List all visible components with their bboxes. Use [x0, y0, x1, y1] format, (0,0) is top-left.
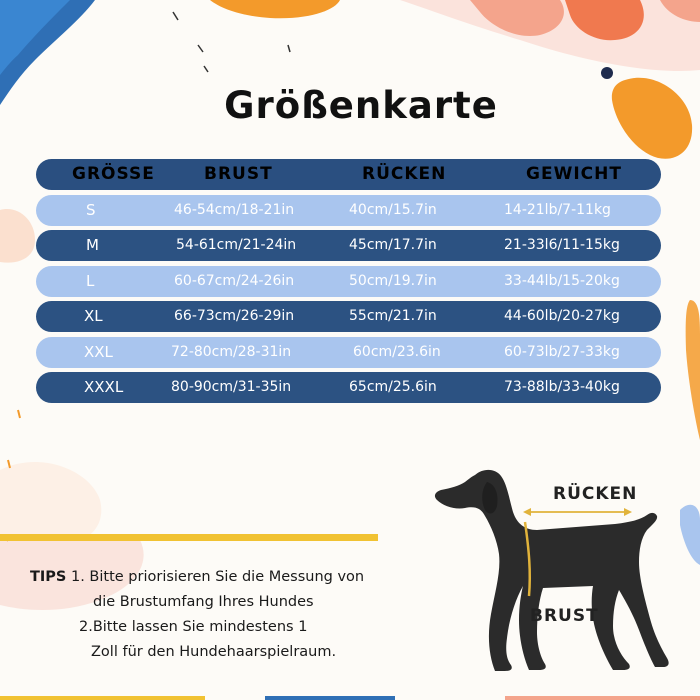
chest-label: BRUST — [530, 606, 599, 626]
weight-cell: 60-73lb/27-33kg — [504, 343, 620, 360]
back-cell: 65cm/25.6in — [349, 379, 437, 395]
table-row — [36, 337, 661, 368]
chest-cell: 80-90cm/31-35in — [171, 379, 292, 395]
back-label: RÜCKEN — [553, 484, 638, 504]
size-cell: XXL — [84, 342, 113, 361]
size-cell: M — [86, 236, 99, 254]
size-chart-table — [36, 159, 661, 408]
table-row — [36, 372, 661, 403]
chest-cell: 72-80cm/28-31in — [171, 343, 292, 360]
weight-cell: 14-21lb/7-11kg — [504, 201, 611, 218]
tips-line-1 — [30, 565, 364, 590]
size-cell: L — [86, 271, 95, 290]
weight-cell: 44-60lb/20-27kg — [504, 308, 620, 324]
weight-cell: 73-88lb/33-40kg — [504, 379, 620, 395]
tips-line-4: Zoll für den Hundehaarspielraum. — [91, 644, 337, 660]
divider-line — [0, 534, 378, 541]
tips-line-3: 2.Bitte lassen Sie mindestens 1 — [79, 619, 308, 635]
tips-label: TIPS — [30, 569, 67, 585]
size-cell: XL — [84, 307, 103, 325]
back-cell: 60cm/23.6in — [353, 343, 441, 360]
back-cell: 55cm/21.7in — [349, 308, 437, 324]
header-weight: GEWICHT — [526, 164, 622, 184]
table-row — [36, 301, 661, 332]
size-cell: S — [86, 200, 96, 219]
table-row — [36, 195, 661, 226]
weight-cell: 33-44lb/15-20kg — [504, 272, 620, 289]
page-title: Größenkarte — [224, 84, 498, 127]
back-cell: 40cm/15.7in — [349, 201, 437, 218]
chest-cell: 66-73cm/26-29in — [174, 308, 295, 324]
back-cell: 50cm/19.7in — [349, 272, 437, 289]
table-header-row — [36, 159, 661, 190]
tips-text: 1. Bitte priorisieren Sie die Messung von — [70, 569, 365, 585]
back-cell: 45cm/17.7in — [349, 237, 437, 253]
weight-cell: 21-33l6/11-15kg — [504, 237, 620, 253]
header-size: GRÖSSE — [72, 164, 155, 184]
tips-line-2: die Brustumfang Ihres Hundes — [93, 594, 314, 610]
chest-cell: 54-61cm/21-24in — [176, 237, 297, 253]
chest-cell: 60-67cm/24-26in — [174, 272, 295, 289]
table-row — [36, 266, 661, 297]
size-cell: XXXL — [84, 378, 124, 396]
header-chest: BRUST — [204, 164, 273, 184]
header-back: RÜCKEN — [362, 164, 447, 184]
chest-cell: 46-54cm/18-21in — [174, 201, 295, 218]
table-row — [36, 230, 661, 261]
